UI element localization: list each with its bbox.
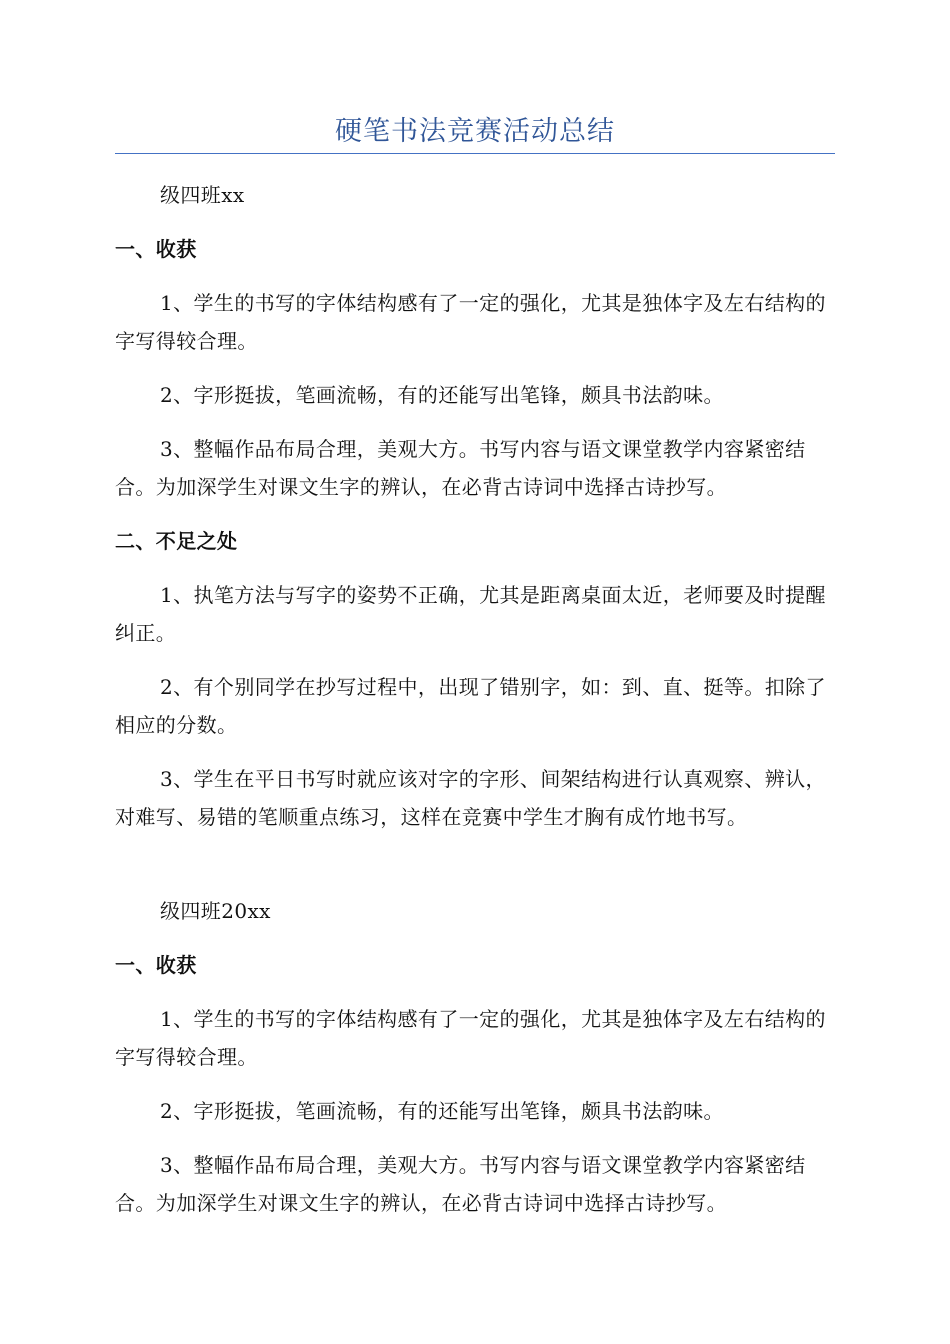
section-heading-gains: 一、收获 bbox=[115, 237, 197, 261]
class-label-2: 级四班20xx bbox=[160, 899, 271, 923]
paragraph-shortcoming-1: 1、执笔方法与写字的姿势不正确，尤其是距离桌面太近，老师要及时提醒纠正。 bbox=[115, 583, 826, 645]
section-heading-gains-2: 一、收获 bbox=[115, 953, 197, 977]
title-underline bbox=[115, 153, 835, 154]
paragraph-shortcoming-2: 2、有个别同学在抄写过程中，出现了错别字，如：到、直、挺等。扣除了相应的分数。 bbox=[115, 675, 826, 737]
section-heading-shortcomings: 二、不足之处 bbox=[115, 529, 238, 553]
paragraph-gain-2-repeat: 2、字形挺拔，笔画流畅，有的还能写出笔锋，颇具书法韵味。 bbox=[160, 1099, 724, 1123]
document-title: 硬笔书法竞赛活动总结 bbox=[335, 116, 615, 147]
paragraph-gain-3-repeat: 3、整幅作品布局合理，美观大方。书写内容与语文课堂教学内容紧密结合。为加深学生对课文生字的辨认，在必背古诗词中选择古诗抄写。 bbox=[115, 1153, 806, 1215]
paragraph-gain-3: 3、整幅作品布局合理，美观大方。书写内容与语文课堂教学内容紧密结合。为加深学生对课文生字的辨认，在必背古诗词中选择古诗抄写。 bbox=[115, 437, 806, 499]
paragraph-gain-1: 1、学生的书写的字体结构感有了一定的强化，尤其是独体字及左右结构的字写得较合理。 bbox=[115, 291, 826, 353]
paragraph-shortcoming-3: 3、学生在平日书写时就应该对字的字形、间架结构进行认真观察、辨认，对难写、易错的笔顺重点练习，这样在竞赛中学生才胸有成竹地书写。 bbox=[115, 767, 826, 829]
paragraph-gain-1-repeat: 1、学生的书写的字体结构感有了一定的强化，尤其是独体字及左右结构的字写得较合理。 bbox=[115, 1007, 826, 1069]
paragraph-gain-2: 2、字形挺拔，笔画流畅，有的还能写出笔锋，颇具书法韵味。 bbox=[160, 383, 724, 407]
class-label: 级四班xx bbox=[160, 183, 245, 207]
